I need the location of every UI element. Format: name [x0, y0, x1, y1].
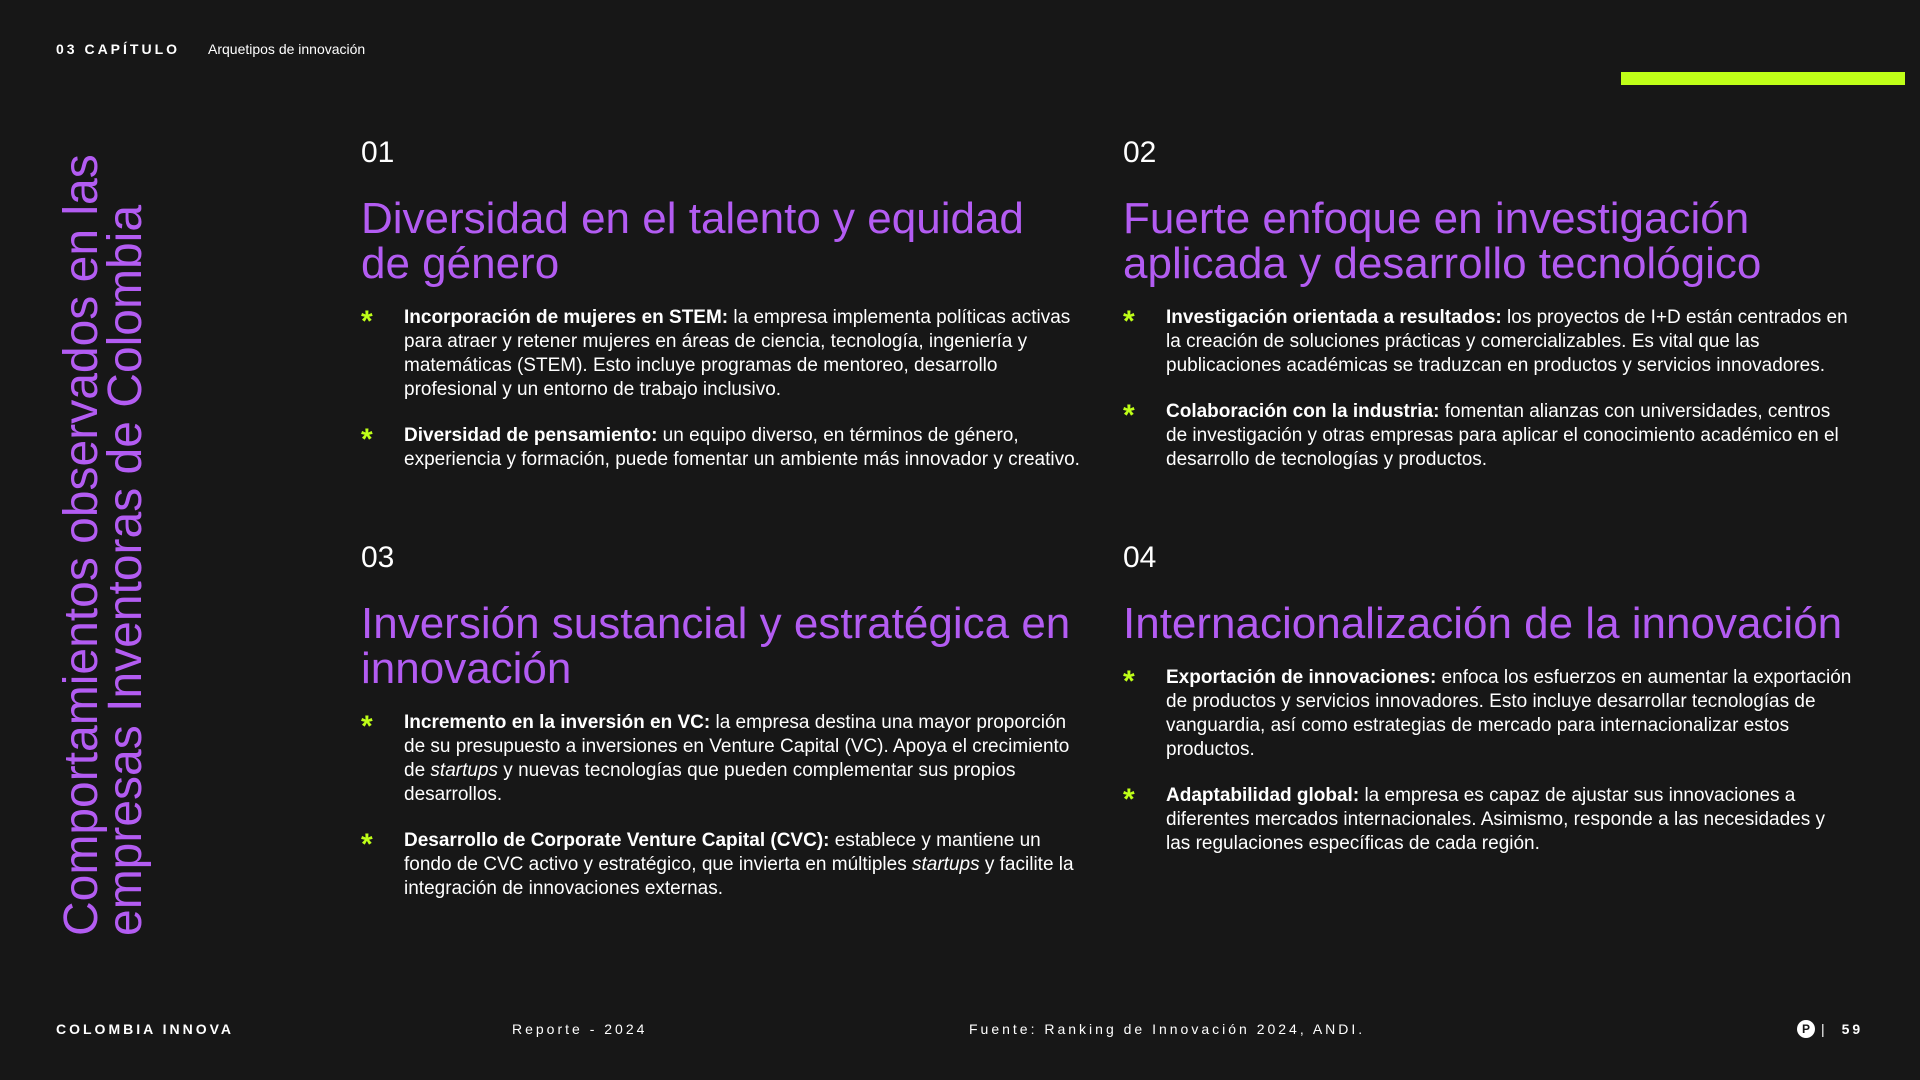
section-04	[1123, 541, 1853, 878]
chapter-label: 03 CAPÍTULO	[56, 41, 181, 57]
section-01	[361, 136, 1081, 494]
section-02	[1123, 136, 1853, 494]
bullet-heading: Incorporación de mujeres en STEM:	[404, 307, 729, 328]
asterisk-icon: *	[1123, 665, 1135, 698]
bullet-heading: Diversidad de pensamiento:	[404, 425, 658, 446]
asterisk-icon: *	[361, 710, 373, 743]
bullet-item	[1123, 400, 1853, 472]
bullet-item	[1123, 784, 1853, 856]
footer-report: Reporte - 2024	[512, 1021, 648, 1037]
bullet-text: un equipo diverso, en términos de género, experiencia y formación, puede fomentar un ambiente más innovador y creativo.	[404, 425, 1080, 470]
bullet-text: los proyectos de I+D están centrados en la creación de soluciones prácticas y comercializables. Es vital que las publicaciones académicas se traduzcan en productos y servicios innovadores.	[1166, 307, 1848, 376]
bullet-text: fomentan alianzas con universidades, centros de investigación y otras empresas para aplicar el conocimiento académico en el desarrollo de tecnologías y productos.	[1166, 401, 1839, 470]
bullet-italic-term: startups	[912, 854, 980, 875]
section-title: Inversión sustancial y estratégica en innovación	[361, 599, 1071, 693]
section-03	[361, 541, 1081, 923]
bullet-heading: Incremento en la inversión en VC:	[404, 712, 711, 733]
bullet-item	[361, 424, 1081, 472]
section-title: Diversidad en el talento y equidad de género	[361, 194, 1024, 288]
bullet-item	[1123, 306, 1853, 378]
section-number: 04	[1123, 541, 1157, 574]
section-number: 02	[1123, 136, 1157, 169]
footer-brand: COLOMBIA INNOVA	[56, 1021, 234, 1037]
section-title: Fuerte enfoque en investigación aplicada y desarrollo tecnológico	[1123, 194, 1762, 288]
vertical-page-title: Comportamientos observados en las empresas Inventoras de Colombia	[55, 154, 152, 936]
accent-bar	[1621, 72, 1905, 85]
asterisk-icon: *	[361, 423, 373, 456]
bullet-item	[361, 829, 1081, 901]
divider: |	[1821, 1021, 1828, 1037]
bullet-text: enfoca los esfuerzos en aumentar la exportación de productos y servicios innovadores. Esto incluye desarrollar tecnologías de vanguardia, así como estrategias de mercado para internacionalizar estos productos.	[1166, 667, 1852, 760]
chapter-subtitle: Arquetipos de innovación	[208, 41, 366, 57]
section-number: 03	[361, 541, 395, 574]
asterisk-icon: *	[361, 305, 373, 338]
bullet-text: la empresa es capaz de ajustar sus innovaciones a diferentes mercados internacionales. Asimismo, responde a las necesidades y las regulaciones específicas de cada región.	[1166, 785, 1826, 854]
bullet-text: la empresa implementa políticas activas para atraer y retener mujeres en áreas de ciencia, tecnología, ingeniería y matemáticas (STEM). Esto incluye programas de mentoreo, desarrollo profesional y un entorno de trabajo inclusivo.	[404, 307, 1071, 400]
bullet-heading: Colaboración con la industria:	[1166, 401, 1440, 422]
bullet-item	[361, 306, 1081, 402]
page-number-block	[1797, 1020, 1863, 1038]
bullet-text-end: y facilite la integración de innovaciones externas.	[404, 854, 1074, 899]
brand-logo-icon: P	[1797, 1020, 1815, 1038]
bullet-heading: Exportación de innovaciones:	[1166, 667, 1437, 688]
bullet-text-end: y nuevas tecnologías que pueden complementar sus propios desarrollos.	[404, 760, 1016, 805]
bullet-heading: Adaptabilidad global:	[1166, 785, 1360, 806]
bullet-heading: Investigación orientada a resultados:	[1166, 307, 1502, 328]
asterisk-icon: *	[1123, 783, 1135, 816]
page-number: 59	[1841, 1021, 1864, 1037]
footer-source: Fuente: Ranking de Innovación 2024, ANDI.	[969, 1021, 1366, 1037]
bullet-text: la empresa destina una mayor proporción de su presupuesto a inversiones en Venture Capital (VC). Apoya el crecimiento de	[404, 712, 1070, 781]
asterisk-icon: *	[361, 828, 373, 861]
asterisk-icon: *	[1123, 305, 1135, 338]
bullet-italic-term: startups	[430, 760, 499, 781]
asterisk-icon: *	[1123, 399, 1135, 432]
bullet-heading: Desarrollo de Corporate Venture Capital (CVC):	[404, 830, 830, 851]
section-title: Internacionalización de la innovación	[1123, 599, 1843, 648]
section-number: 01	[361, 136, 395, 169]
bullet-item	[1123, 666, 1853, 762]
bullet-text: establece y mantiene un fondo de CVC activo y estratégico, que invierta en múltiples	[404, 830, 1041, 875]
bullet-item	[361, 711, 1081, 807]
